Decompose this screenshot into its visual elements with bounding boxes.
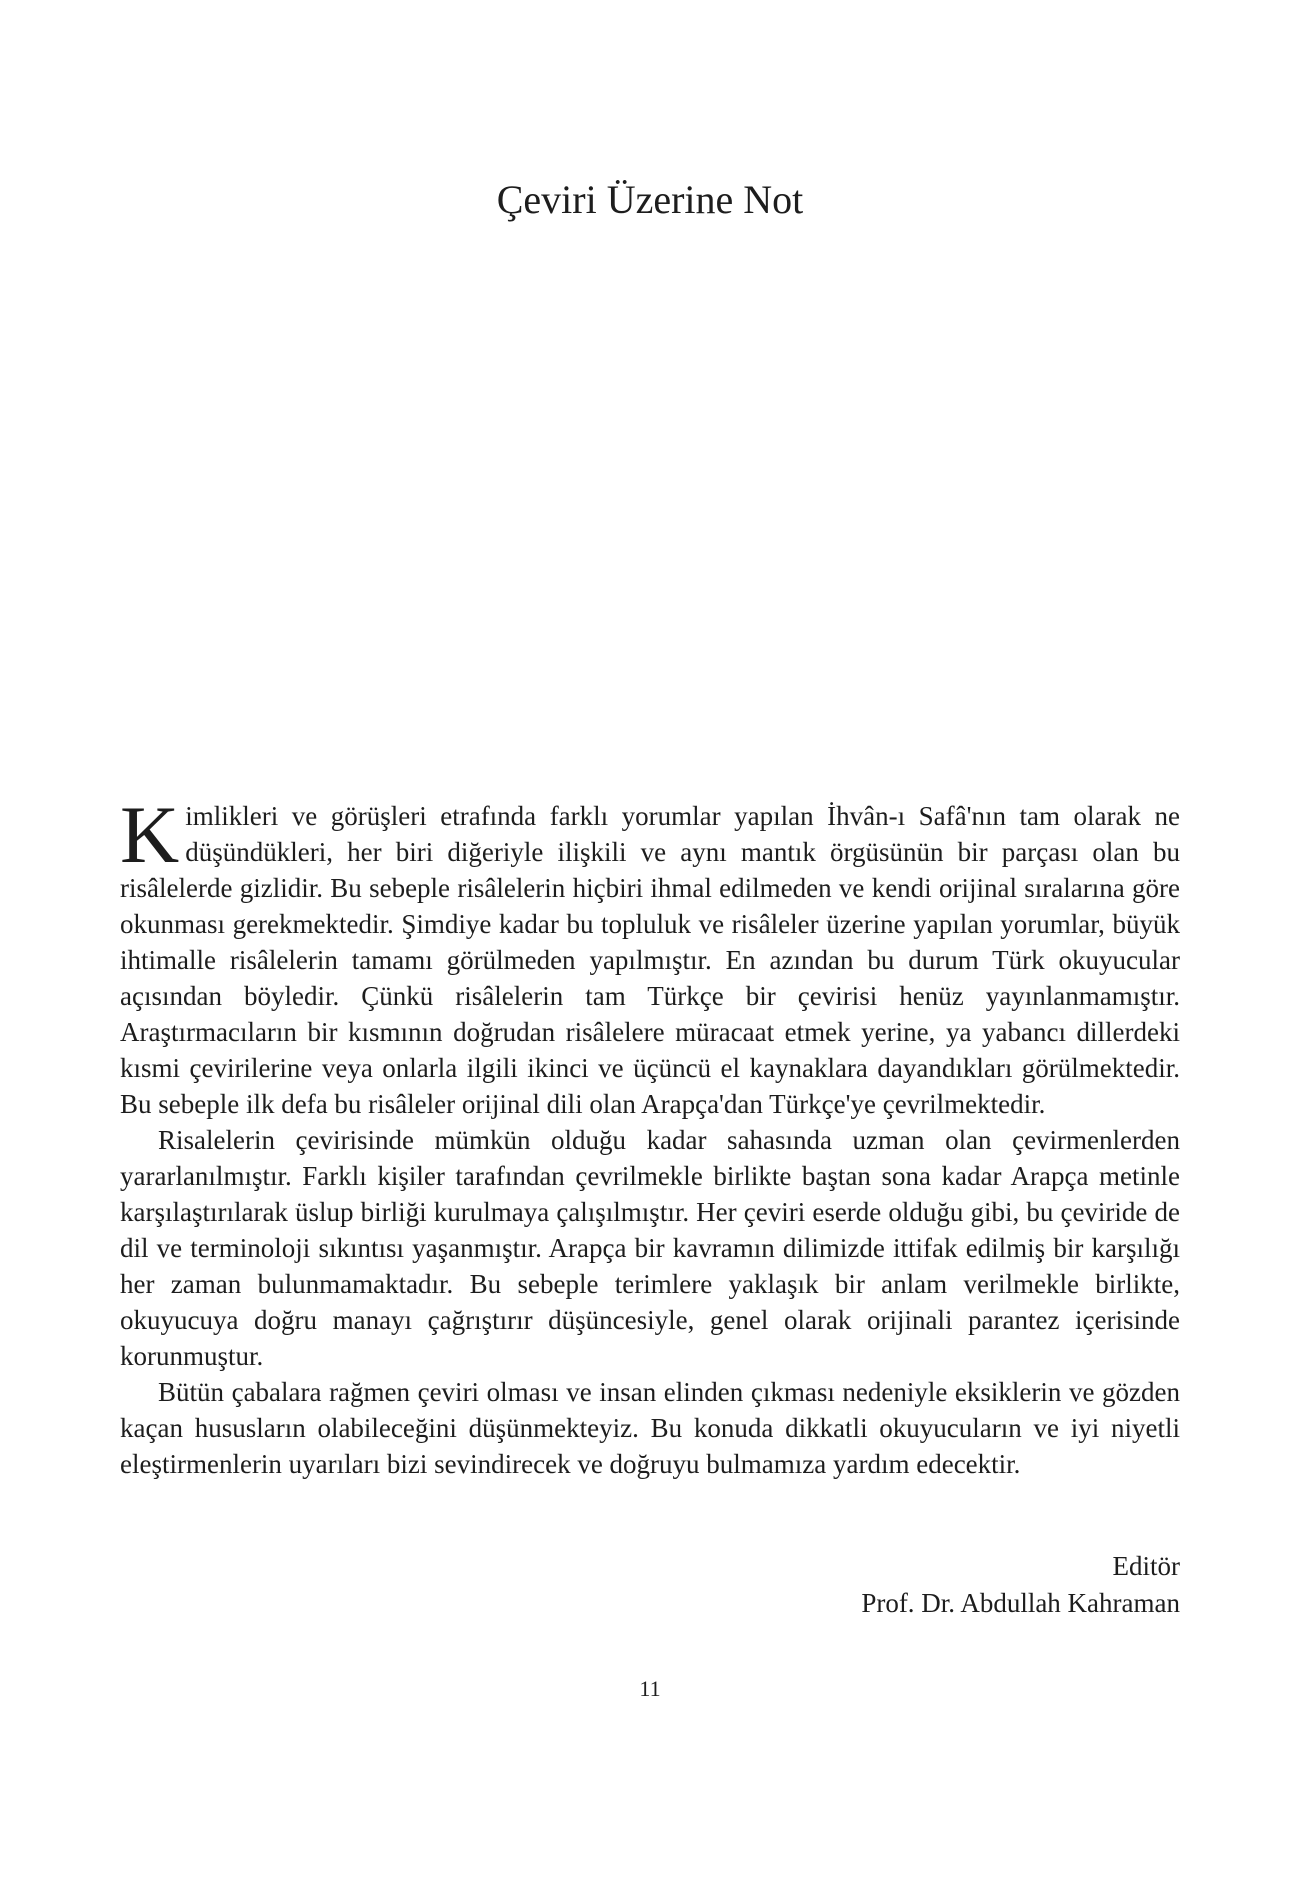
body-text <box>120 789 1180 1482</box>
paragraph-1 <box>120 789 1180 1122</box>
page-title: Çeviri Üzerine Not <box>496 177 804 222</box>
paragraph-1-text: imlikleri ve görüşleri etrafında farklı yorumlar yapılan İhvân-ı Safâ'nın tam olarak ne düşündükleri, her biri diğeriyle ilişkili ve aynı mantık örgüsünün bir parçası olan bu risâlelerde gizlidir. Bu sebeple risâlelerin hiçbiri ihmal edilmeden ve kendi orijinal sıralarına göre okunması gerekmektedir. Şimdiye kadar bu topluluk ve risâleler üzerine yapılan yorumlar, büyük ihtimalle risâlelerin tamamı görülmeden yapılmıştır. En azından bu durum Türk okuyucular açısından böyledir. Çünkü risâlelerin tam Türkçe bir çevirisi henüz yayınlanmamıştır. Araştırmacıların bir kısmının doğrudan risâlelere müracaat etmek yerine, ya yabancı dillerdeki kısmi çevirilerine veya onlarla ilgili ikinci ve üçüncü el kaynaklara dayandıkları görülmektedir. Bu sebeple ilk defa bu risâleler orijinal dili olan Arapça'dan Türkçe'ye çevrilmektedir. <box>120 801 1180 1119</box>
signature-block <box>861 1548 1180 1622</box>
drop-cap-letter: K <box>120 789 180 880</box>
paragraph-3: Bütün çabalara rağmen çeviri olması ve insan elinden çıkması nedeniyle eksiklerin ve gözden kaçan hususların olabileceğini düşünmekteyiz. Bu konuda dikkatli okuyucuların ve iyi niyetli eleştirmenlerin uyarıları bizi sevindirecek ve doğruyu bulmamıza yardım edecektir. <box>120 1377 1180 1479</box>
page-number: 11 <box>639 1676 661 1701</box>
paragraph-2: Risalelerin çevirisinde mümkün olduğu kadar sahasında uzman olan çevirmenlerden yararlanılmıştır. Farklı kişiler tarafından çevrilmekle birlikte baştan sona kadar Arapça metinle karşılaştırılarak üslup birliği kurulmaya çalışılmıştır. Her çeviri eserde olduğu gibi, bu çeviride de dil ve terminoloji sıkıntısı yaşanmıştır. Arapça bir kavramın dilimizde ittifak edilmiş bir karşılığı her zaman bulunmamaktadır. Bu sebeple terimlere yaklaşık bir anlam verilmekle birlikte, okuyucuya doğru manayı çağrıştırır düşüncesiyle, genel olarak orijinali parantez içerisinde korunmuştur. <box>120 1125 1180 1371</box>
signature-role: Editör <box>1112 1551 1180 1581</box>
signature-name: Prof. Dr. Abdullah Kahraman <box>861 1588 1180 1618</box>
